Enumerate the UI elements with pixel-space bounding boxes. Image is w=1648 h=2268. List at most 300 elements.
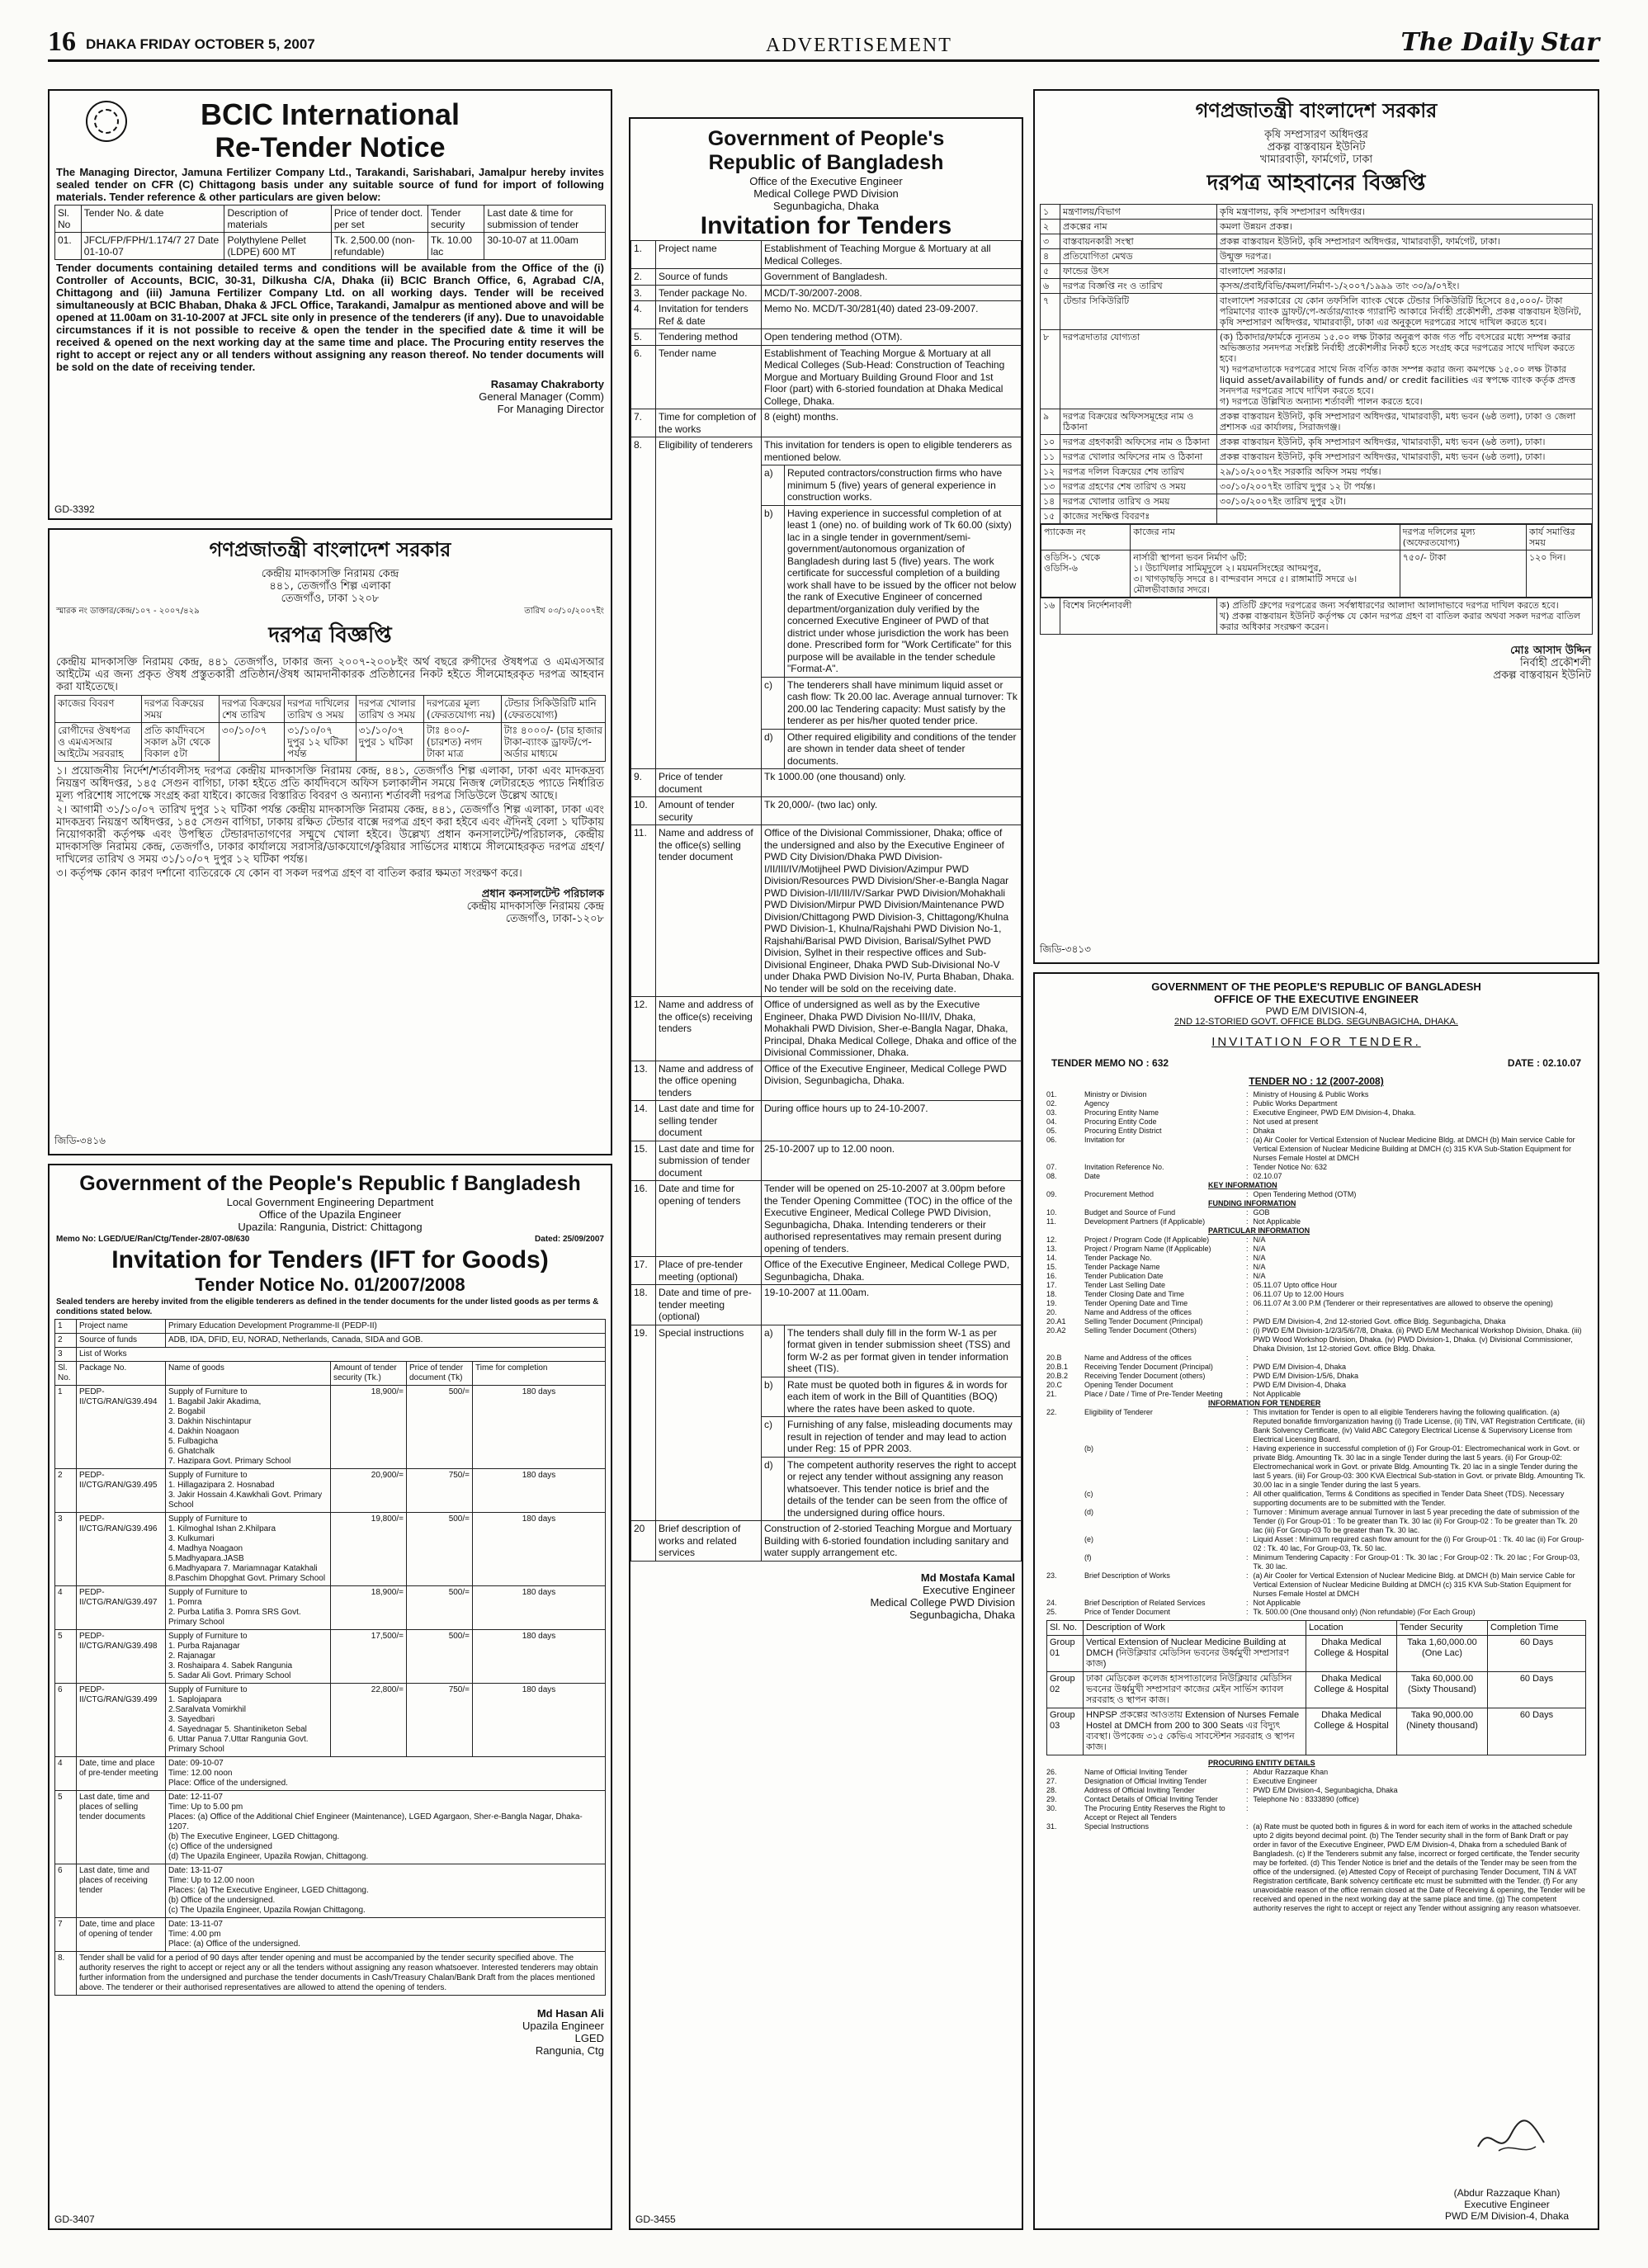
em-line <box>1046 1444 1586 1490</box>
pwd-row <box>631 1061 1022 1101</box>
em-line-value: 05.11.07 Upto office Hour <box>1253 1281 1338 1289</box>
em-line-label: Budget and Source of Fund <box>1084 1208 1176 1217</box>
bn-right-row <box>1041 220 1593 234</box>
em-line <box>1046 1090 1586 1099</box>
em-line-value: Public Works Department <box>1253 1099 1338 1108</box>
pwd-row <box>631 1141 1022 1181</box>
bn-left-col: কাজের বিবরণ <box>55 696 142 723</box>
lged-item-price: 750/= <box>407 1684 473 1757</box>
em-line-sep: : <box>1246 1099 1249 1108</box>
bn-right-row-label: দরপত্রদাতার যোগ্যতা <box>1060 330 1217 409</box>
pwd-cell: Furnishing of any false, misleading documents may result in rejection of tender and may lead to action under Reg: 15 of PPR 2003. <box>785 1417 1022 1458</box>
lged-cell: 3 <box>55 1348 77 1362</box>
em-title4: 2ND 12-STORIED GOVT. OFFICE BLDG. SEGUNBAGICHA, DHAKA. <box>1174 1017 1458 1027</box>
bn-right-table <box>1040 204 1593 635</box>
em-line-value: All other qualification, Terms & Conditions as specified in Tender Data Sheet (TDS). Necessary supporting documents are to be submitted with the Tender. <box>1253 1490 1565 1507</box>
em-line-sep: : <box>1246 1490 1249 1498</box>
bn-right-row-no: ৯ <box>1041 409 1060 435</box>
pwd-row-value: During office hours up to 24-10-2007. <box>762 1101 1022 1141</box>
em-group-cell: Dhaka Medical College & Hospital <box>1306 1708 1397 1755</box>
em-line-sep: : <box>1246 1308 1249 1316</box>
bn-right-row-label: দরপত্র খোলার তারিখ ও সময় <box>1060 494 1217 509</box>
bn-right-row-no: ১০ <box>1041 435 1060 450</box>
lged-item-goods: Supply of Furniture to 1. Saplojapara 2.Saralvata Vomirkhil 3. Sayedbari 4. Sayednagar 5. Shantiniketon Sebal 6. Uttar Panua 7.Uttar Rangunia Govt. Primary School <box>166 1684 331 1757</box>
bcic-signer-title2: For Managing Director <box>497 403 604 415</box>
em-line-value: PWD E/M Division-4, 2nd 12-storied Govt. office Bldg. Segunbagicha, Dhaka <box>1253 1317 1506 1325</box>
em-line-sep: : <box>1246 1163 1249 1171</box>
lged-item-package: PEDP-II/CTG/RAN/G39.497 <box>77 1586 166 1630</box>
em-line-value: Telephone No : 8333890 (office) <box>1253 1795 1359 1803</box>
pwd-row-label: Invitation for tenders Ref & date <box>656 301 762 329</box>
em-group-col: Sl. No. <box>1047 1621 1084 1636</box>
em-line-value <box>1254 1804 1586 1822</box>
pwd-row-no: 11. <box>631 825 656 997</box>
em-line-label: Project / Program Name (If Applicable) <box>1084 1245 1211 1253</box>
bn-left-heading: দরপত্র বিজ্ঞপ্তি <box>268 623 392 648</box>
lged-col: Time for completion <box>473 1362 606 1386</box>
pwd-cell: a) <box>762 1325 785 1377</box>
em-line-sep: : <box>1246 1354 1249 1362</box>
em-line-label: (b) <box>1084 1444 1093 1453</box>
em-line <box>1046 1117 1586 1127</box>
pwd-row-no: 4. <box>631 301 656 329</box>
em-line-value: N/A <box>1253 1245 1266 1253</box>
pwd-row-value: Office of the Divisional Commissioner, Dhaka; office of the undersigned and also by the Executive Engineer of PWD City Division/Dhaka PWD Division-I/II/III/IV/Motijheel PWD Division/Azimpur PWD Division/Resources PWD Division/Sher-e-Bangla Nagar PWD Division-I/II/III/IV/Sarkar PWD Division/Mohakhali PWD Division/Mirpur PWD Division/Maintenance PWD Division/Chittagong PWD Division-3, Chittagong/Khulna PWD Division-1, Khulna/Rajshahi PWD Division No-1, Rajshahi/Barisal PWD Division, Barisal/Sylhet PWD Division, Sylhet in their respective offices and Sub-Divisional Engineer, Dhaka PWD Sub-Divisional No-V under Dhaka PWD Division No-IV, Purta Bhaban, Dhaka. No tender will be sold on the receiving date. <box>762 825 1022 997</box>
bcic-col: Tender No. & date <box>81 206 224 233</box>
lged-signer4: Rangunia, Ctg <box>535 2044 604 2057</box>
pwd-cell: The competent authority reserves the right to accept or reject any tender without assigning any reason whatsoever. This tender notice is brief and the details of the tender can be seen from the office of the undersigned during office hours. <box>785 1457 1022 1521</box>
em-line <box>1046 1199 1586 1208</box>
em-line-no: 09. <box>1046 1190 1057 1198</box>
em-line <box>1046 1408 1586 1444</box>
em-line-sep: : <box>1246 1254 1249 1262</box>
lged-item-time: 180 days <box>473 1684 606 1757</box>
pwd-row-no: 3. <box>631 285 656 301</box>
bn-right-cell: ১৬ <box>1041 598 1060 635</box>
bn-right-row-no: ৭ <box>1041 294 1060 330</box>
bn-right-row-label: দরপত্র খোলার অফিসের নাম ও ঠিকানা <box>1060 450 1217 465</box>
pwd-em-notice <box>1033 972 1599 2230</box>
em-line-label: Price of Tender Document <box>1084 1608 1170 1616</box>
pwd-row-no: 17. <box>631 1257 656 1285</box>
em-line-value: N/A <box>1253 1254 1266 1262</box>
bn-right-pkg-cell: ১২০ দিন। <box>1526 550 1591 598</box>
pwd-row-value: MCD/T-30/2007-2008. <box>762 285 1022 301</box>
em-line-label: FUNDING INFORMATION <box>1208 1199 1296 1207</box>
lged-title: Government of the People's Republic f Bangladesh <box>79 1172 581 1195</box>
bn-left-signer2: কেন্দ্রীয় মাদকাসক্তি নিরাময় কেন্দ্র <box>466 900 604 913</box>
bcic-intro: The Managing Director, Jamuna Fertilizer Company Ltd., Tarakandi, Sarishabari, Jamalpur hereby invites sealed tender on CFR (C) Chittagong basis under any suitable source of fund for import of following materials. Tender reference & other particulars are given below: <box>56 166 604 203</box>
em-line-value: Open Tendering Method (OTM) <box>1253 1190 1357 1198</box>
bcic-title: BCIC International <box>200 97 460 131</box>
pwd-row-value: 25-10-2007 up to 12.00 noon. <box>762 1141 1022 1181</box>
em-group-cell: Group 03 <box>1047 1708 1084 1755</box>
pwd-cell: Rate must be quoted both in figures & in words for each item of work in the Bill of Quantities (BOQ) where the rates have been asked to quote. <box>785 1377 1022 1417</box>
em-line <box>1046 1127 1586 1136</box>
em-line-value: Having experience in successful completion of (i) For Group-01: Electromechanical work in Govt. or private Bldg. Amounting Tk. 30 lac in a single Tender during the last 5 years. (ii) For Group-02: Electromechanical work in Govt. or private Bldg. Amounting Tk. 20 lac in a single Tender during the last 5 years. (iii) For Group-03: 300 KVA Electrical Sub-station in Govt. or private Bldg. Amounting Tk. 30.00 lac in a single Tender during the last 5 years. <box>1253 1444 1585 1489</box>
em-line-no: 13. <box>1046 1245 1057 1253</box>
lged-item-security: 20,900/= <box>331 1469 407 1513</box>
em-line-value: PWD E/M Division-4, Segunbagicha, Dhaka <box>1253 1786 1398 1794</box>
bn-right-signer: মোঃ আসাদ উদ্দিন <box>1510 645 1591 657</box>
pwd-signer3: Medical College PWD Division <box>870 1595 1015 1609</box>
em-signer: (Abdur Razzaque Khan) <box>1453 2187 1561 2199</box>
pwd-row-label: Price of tender document <box>656 769 762 797</box>
lged-heading: Invitation for Tenders (IFT for Goods) <box>111 1246 549 1273</box>
bn-right-title: গণপ্রজাতন্ত্রী বাংলাদেশ সরকার <box>1195 99 1438 122</box>
em-line <box>1046 1236 1586 1245</box>
em-line-label: (c) <box>1084 1490 1093 1498</box>
em-line-sep: : <box>1246 1263 1249 1271</box>
bcic-body: Tender documents containing detailed terms and conditions will be available from the Office of the (i) Controller of Accounts, BCIC, 30-31, Dilkusha C/A, Dhaka (ii) BCIC Branch Office, 6, Agrabad C/A, Chittagong and (iii) Jamuna Fertilizer Company Ltd. on all working days. Tender will be received simultaneously at BCIC Bhaban, Dhaka & JFCL Office, Tarakandi, Jamalpur as mentioned above and will be opened at 11.00am on 31-10-2007 at JFCL site only in presence of the tenderers (if any). Due to unavoidable circumstances if it is not possible to receive & open the tender in the specified date & time it will be received & opened on the next working day at the same time and place. The Procuring entity reserves the right to accept or reject any or all tenders without assigning any reason thereof. No tender documents will be sold on the date of receiving tender. <box>56 262 604 373</box>
bn-right-signer3: প্রকল্প বাস্তবায়ন ইউনিট <box>1493 669 1591 682</box>
em-group-cell: Dhaka Medical College & Hospital <box>1306 1636 1397 1672</box>
pwd-row-value: Tk 1000.00 (one thousand) only. <box>762 769 1022 797</box>
em-line-label: Brief Description of Related Services <box>1084 1599 1206 1607</box>
bn-right-row-label: টেন্ডার সিকিউরিটি <box>1060 294 1217 330</box>
pwd-row-label: Time for completion of the works <box>656 409 762 437</box>
em-line-value: PWD E/M Division-4, Dhaka <box>1253 1381 1347 1389</box>
em-line-no <box>1046 1226 1079 1236</box>
em-line <box>1046 1571 1586 1599</box>
em-line-value: Dhaka <box>1253 1127 1275 1135</box>
lged-col: Sl. No. <box>55 1362 77 1386</box>
lged-item-row <box>55 1386 606 1469</box>
bn-right-row-value: প্রকল্প বাস্তবায়ন ইউনিট, কৃষি সম্প্রসারণ অধিদপ্তর, খামারবাড়ী, ফার্মগেট, ঢাকা। <box>1217 234 1593 249</box>
em-line-no <box>1046 1553 1079 1571</box>
lged-cell: 5 <box>55 1791 77 1864</box>
em-line-value: (a) Rate must be quoted both in figures & in word for each item of works in the attached schedule upto 2 digits beyond decimal point. (b) The Tender security shall in the form of Bank Draft or pay order in favor of the Executive Engineer, PWD E/M Division-4, Dhaka from a scheduled Bank of Bangladesh. (c) If the Tenderers submit any false, incorrect or forged certificate, the Tender security may be forfeited. (d) This Tender Notice is brief and the details of the Tender may be seen from the office of the undersigned. (e) Attested Copy of Receipt of purchasing Tender Document, TIN & VAT Registration certificate, Bank solvency certificate etc must be submitted with the Tender. (f) For any unavoidable reason of the office remain closed at the Date of Receiving & opening, the Tender will be received and opened in the next working day at the same place and time. (g) The competent authority reserves the right to accept or reject any Tender without assigning any reason whatsoever. <box>1253 1822 1585 1912</box>
em-line-sep: : <box>1246 1608 1249 1616</box>
em-line <box>1046 1535 1586 1553</box>
bn-left-signer3: তেজগাঁও, ঢাকা-১২০৮ <box>505 913 604 925</box>
bn-right-row-no: ৮ <box>1041 330 1060 409</box>
em-line <box>1046 1190 1586 1199</box>
pwd-sub1: Office of the Executive Engineer <box>749 175 903 187</box>
lged-signer3: LGED <box>574 2032 604 2044</box>
em-group-cell: Taka 60,000.00 (Sixty Thousand) <box>1397 1672 1488 1708</box>
em-line <box>1046 1281 1586 1290</box>
bn-right-row-no: ১৫ <box>1041 509 1060 524</box>
em-line <box>1046 1777 1586 1786</box>
em-line-no: 15. <box>1046 1263 1057 1271</box>
bn-right-row <box>1041 294 1593 330</box>
em-line-value: Turnover : Minimum average annual Turnover in last 5 year preceding the date of submission of the Tender (i) For Group-01 : To be greater than Tk. 30 lac (ii) For Group-02 : To be greater than Tk. 20 lac (iii) For Group-03 To be greater than Tk. 30 lac. <box>1253 1508 1580 1534</box>
em-line <box>1046 1172 1586 1181</box>
lged-cell: 6 <box>55 1864 77 1918</box>
em-line-no: 01. <box>1046 1090 1057 1099</box>
pwd-cell: c) <box>762 1417 785 1458</box>
em-line <box>1046 1263 1586 1272</box>
em-line-label: Designation of Official Inviting Tender <box>1084 1777 1207 1785</box>
bn-left-ref: স্মারক নং ডাক্তার/কেন্দ্র/১০৭ - ২০০৭/৪২৯ <box>56 607 200 616</box>
em-line-no <box>1046 1444 1079 1490</box>
bn-right-row-value: বাংলাদেশ সরকারের যে কোন তফসিলি ব্যাংক থেকে টেন্ডার সিকিউরিটি হিসেবে ৪৫,০০০/- টাকা পরিমাণের ব্যাংক ড্রাফট/পে-অর্ডার/ব্যাংক গ্যারান্টি আকারে নির্বাহী প্রকৌশলী, প্রকল্প বাস্তবায়ন ইউনিট, কৃষি সম্প্রসারণ অধিদপ্তর, খামারবাড়ী, ঢাকা এর অনুকূলে দরপত্রের সাথে দাখিল করতে হবে। <box>1217 294 1593 330</box>
lged-item-time: 180 days <box>473 1586 606 1630</box>
bn-left-cell: ৩০/১০/০৭ <box>219 723 284 762</box>
bn-right-row-value: ৩০/১০/২০০৭ইং তারিখ দুপুর ২টা। <box>1217 494 1593 509</box>
em-line <box>1046 1822 1586 1913</box>
em-line-label: Eligibility of Tenderer <box>1084 1408 1153 1416</box>
bn-left-sub3: তেজগাঁও, ঢাকা ১২০৮ <box>281 593 380 605</box>
lged-item-package: PEDP-II/CTG/RAN/G39.494 <box>77 1386 166 1469</box>
lged-sub1: Local Government Engineering Department <box>226 1196 434 1208</box>
bcic-col: Price of tender doct. per set <box>331 206 427 233</box>
em-line-sep: : <box>1246 1777 1249 1785</box>
pwd-title2: Republic of Bangladesh <box>708 151 944 174</box>
em-line-value: Tk. 500.00 (One thousand only) (Non refundable) (For Each Group) <box>1253 1608 1476 1616</box>
em-line-label: Selling Tender Document (Principal) <box>1084 1317 1203 1325</box>
pwd-row-no: 5. <box>631 329 656 346</box>
pwd-row-label: Tendering method <box>656 329 762 346</box>
bn-right-row-label: দরপত্র বিক্রয়ের অফিসসমূহের নাম ও ঠিকানা <box>1060 409 1217 435</box>
bn-left-code: জিডি-৩৪১৬ <box>54 1135 106 1146</box>
masthead-logo: The Daily Star <box>1400 28 1599 57</box>
pwd-row <box>631 1285 1022 1325</box>
pwd-row <box>631 1101 1022 1141</box>
em-group-cell: 60 Days <box>1488 1708 1586 1755</box>
em-line-sep: : <box>1246 1208 1249 1217</box>
em-signer3: PWD E/M Division-4, Dhaka <box>1444 2210 1570 2222</box>
em-line-label: Development Partners (if Applicable) <box>1084 1217 1206 1226</box>
em-line-sep: : <box>1246 1571 1249 1580</box>
pwd-row-value: Memo No. MCD/T-30/281(40) dated 23-09-2007. <box>762 301 1022 329</box>
bn-right-pkg-col: প্যাকেজ নং <box>1041 525 1131 550</box>
pwd-code: GD-3455 <box>635 2214 676 2225</box>
bn-left-cell: ৩১/১০/০৭ দুপুর ১২ ঘটিকা পর্যন্ত <box>285 723 357 762</box>
em-line-no: 04. <box>1046 1117 1057 1126</box>
lged-item-price: 500/= <box>407 1630 473 1684</box>
em-title3: PWD E/M DIVISION-4, <box>1265 1005 1367 1017</box>
bn-right-pkg-cell: নার্সারী স্থাপনা ভবন নির্মাণ ৬টি: ১। উচাখিলার সামিমূদুলে ২। ময়মনসিংহের আদমপুর, ৩। খাগড়াছড়ি সদরে ৪। বান্দরবান সদরে ৫। রাঙ্গামাটি সদরে ৬। মৌলভীবাজার সদরে। <box>1131 550 1400 598</box>
bn-right-row-value: ৩০/১০/২০০৭ইং তারিখ দুপুর ১২ টা পর্যন্ত। <box>1217 480 1593 494</box>
bn-right-row-no: ২ <box>1041 220 1060 234</box>
pwd-heading: Invitation for Tenders <box>700 212 952 239</box>
em-line <box>1046 1759 1586 1768</box>
bcic-cell: Polythylene Pellet (LDPE) 600 MT <box>224 233 331 260</box>
lged-item-goods: Supply of Furniture to 1. Pomra 2. Purba Latifia 3. Pomra SRS Govt. Primary School <box>166 1586 331 1630</box>
em-line <box>1046 1108 1586 1117</box>
pwd-row-label: Amount of tender security <box>656 797 762 825</box>
pwd-row-label: Tender name <box>656 345 762 409</box>
em-line-sep: : <box>1246 1117 1249 1126</box>
bcic-col: Sl. No <box>55 206 82 233</box>
pwd-row-no: 12. <box>631 997 656 1061</box>
bcic-subtitle: Re-Tender Notice <box>215 132 446 163</box>
lged-item-time: 180 days <box>473 1386 606 1469</box>
lged-item-row <box>55 1469 606 1513</box>
pwd-row-value: Tk 20,000/- (two lac) only. <box>762 797 1022 825</box>
em-title1: GOVERNMENT OF THE PEOPLE'S REPUBLIC OF BANGLADESH <box>1151 980 1481 993</box>
pwd-signer: Md Mostafa Kamal <box>920 1571 1015 1584</box>
em-line-sep: : <box>1246 1236 1249 1244</box>
bn-left-ref-date: তারিখ ০৩/১০/২০০৭ইং <box>524 607 604 616</box>
em-line-sep: : <box>1246 1326 1249 1335</box>
em-line-label: Name and Address of the offices <box>1084 1308 1192 1316</box>
bn-right-signer2: নির্বাহী প্রকৌশলী <box>1519 657 1591 669</box>
pwd-row <box>631 1181 1022 1257</box>
pwd-cell: a) <box>762 465 785 506</box>
bn-right-row <box>1041 409 1593 435</box>
em-line-label: (f) <box>1084 1553 1092 1562</box>
em-line-value: Not used at present <box>1253 1117 1319 1126</box>
pwd-row-label: Name and address of the office(s) selling tender document <box>656 825 762 997</box>
lged-notice <box>48 1164 612 2230</box>
pwd-cell: 8. <box>631 437 656 769</box>
em-line-no: 23. <box>1046 1571 1057 1580</box>
pwd-row-label: Place of pre-tender meeting (optional) <box>656 1257 762 1285</box>
lged-item-security: 18,900/= <box>331 1586 407 1630</box>
em-tender-no: TENDER NO : 12 (2007-2008) <box>1249 1075 1384 1087</box>
pwd-row-no: 14. <box>631 1101 656 1141</box>
em-memo-label: TENDER MEMO NO : <box>1051 1057 1150 1069</box>
em-line-no: 20.B.1 <box>1046 1363 1069 1371</box>
em-line-no: 28. <box>1046 1786 1057 1794</box>
em-group-cell: Group 02 <box>1047 1672 1084 1708</box>
em-line-no: 24. <box>1046 1599 1057 1607</box>
bn-right-pkg-col: কার্য সমাপ্তির সময় <box>1526 525 1591 550</box>
em-line-no: 08. <box>1046 1172 1057 1180</box>
em-line-no: 16. <box>1046 1272 1057 1280</box>
em-line-sep: : <box>1246 1281 1249 1289</box>
bn-right-sub2: প্রকল্প বাস্তবায়ন ইউনিট <box>1267 141 1366 154</box>
bn-right-row-label: প্রকল্পের নাম <box>1060 220 1217 234</box>
bcic-cell: Tk. 10.00 lac <box>427 233 484 260</box>
bn-left-table <box>54 695 606 762</box>
pwd-cell: d) <box>762 1457 785 1521</box>
lged-cell: List of Works <box>77 1348 606 1362</box>
lged-cell: Tender shall be valid for a period of 90 days after tender opening and must be accompanied by the tender security specified above. The authority reserves the right to accept or reject any or all the tenders without assigning any reason whatsoever. Interested tenderers may obtain further information from the undersigned and purchase the tender documents in Cash/Treasury Chalan/Bank Draft from the places mentioned above. The tenderer or their authorised representatives are allowed to attend the opening of tenders. <box>77 1952 606 1996</box>
em-line-value: 06.11.07 Up to 12.00 Hours <box>1253 1290 1344 1298</box>
lged-cell: 8. <box>55 1952 77 1996</box>
lged-item-sl: 2 <box>55 1469 77 1513</box>
lged-item-time: 180 days <box>473 1469 606 1513</box>
em-line-no: 30. <box>1046 1804 1057 1812</box>
bn-right-row-value: উন্মুক্ত দরপত্র। <box>1217 249 1593 264</box>
em-line-sep: : <box>1246 1381 1249 1389</box>
pwd-row-label: Name and address of the office(s) receiving tenders <box>656 997 762 1061</box>
em-group-cell: 60 Days <box>1488 1672 1586 1708</box>
pwd-row <box>631 825 1022 997</box>
pwd-row <box>631 797 1022 825</box>
em-line-no: 20. <box>1046 1308 1057 1316</box>
em-line-no: 19. <box>1046 1299 1057 1307</box>
pwd-sub3: Segunbagicha, Dhaka <box>773 200 879 212</box>
bn-right-row <box>1041 279 1593 294</box>
lged-cell: ADB, IDA, DFID, EU, NORAD, Netherlands, Canada, SIDA and GOB. <box>166 1334 606 1348</box>
em-line-no: 10. <box>1046 1208 1057 1217</box>
em-line <box>1046 1795 1586 1804</box>
bn-right-row <box>1041 509 1593 524</box>
bn-right-row-no: ৪ <box>1041 249 1060 264</box>
pwd-row-no: 2. <box>631 269 656 286</box>
pwd-row-label: Last date and time for selling tender document <box>656 1101 762 1141</box>
em-lines <box>1035 1090 1598 1617</box>
lged-cell: Source of funds <box>77 1334 166 1348</box>
bn-right-row-value: প্রকল্প বাস্তবায়ন ইউনিট, কৃষি সম্প্রসারণ অধিদপ্তর, খামারবাড়ী, মধ্য ভবন (৬ষ্ঠ তলা), ঢাকা ও জেলা প্রশাসক এর কার্যালয়, সিরাজগঞ্জ। <box>1217 409 1593 435</box>
em-date-label: DATE : <box>1507 1057 1540 1069</box>
lged-signer: Md Hasan Ali <box>536 2007 604 2020</box>
bn-right-row <box>1041 234 1593 249</box>
bn-left-col: দরপত্র বিক্রয়ের সময় <box>141 696 219 723</box>
em-line-sep: : <box>1246 1090 1249 1099</box>
pwd-title1: Government of People's <box>707 127 945 150</box>
pwd-cell: Construction of 2-storied Teaching Morgue and Mortuary Building with 6-storied foundation including sanitary and water supply arrangement etc. <box>762 1521 1022 1562</box>
em-line-value: 02.10.07 <box>1253 1172 1282 1180</box>
bn-right-row <box>1041 435 1593 450</box>
lged-cell: Primary Education Development Programme-II (PEDP-II) <box>166 1320 606 1334</box>
em-line-label: Receiving Tender Document (Principal) <box>1084 1363 1213 1371</box>
em-line <box>1046 1181 1586 1190</box>
em-line-no: 18. <box>1046 1290 1057 1298</box>
bn-right-row <box>1041 264 1593 279</box>
pwd-row-label: Tender package No. <box>656 285 762 301</box>
lged-table <box>54 1319 606 1996</box>
em-line <box>1046 1508 1586 1535</box>
bn-left-note2: ২। আগামী ৩১/১০/০৭ তারিখ দুপুর ১২ ঘটিকা পর্যন্ত কেন্দ্রীয় মাদকাসক্তি নিরাময় কেন্দ্র, ৪৪১, তেজগাঁও শিল্প এলাকা, ঢাকা এবং মাদকদ্রব্য নিয়ন্ত্রণ অধিদপ্তর, ১৪৫ সেগুন বাগিচা, ঢাকায় রক্ষিত টেন্ডার বাক্সে দরপত্র গ্রহণ করা হইবে এবং ঐদিনই বেলা ১ ঘটিকায় নিয়োগকারী কর্তৃপক্ষ এবং উপস্থিত টেন্ডারদাতাগণের সম্মুখে খোলা হইবে। উল্লেখ্য প্রধান কনসালটেন্ট/পরিচালক, কেন্দ্রীয় মাদকাসক্তি নিরাময় কেন্দ্র, তেজগাঁও, ঢাকার কার্যালয়ে সরাসরি/ডাকযোগে/কুরিয়ার সার্ভিসের মাধ্যমে সীলমোহরকৃত দরপত্র গ্রহণ/দাখিলের তারিখ ও সময় ৩১/১০/০৭ দুপুর ১২ ঘটিকা পর্যন্ত। <box>56 804 604 866</box>
lged-item-goods: Supply of Furniture to 1. Hillagazipara 2. Hosnabad 3. Jakir Hossain 4.Kawkhali Govt. Primary School <box>166 1469 331 1513</box>
em-line-no: 06. <box>1046 1136 1057 1144</box>
bn-left-cell: ৩১/১০/০৭ দুপুর ১ ঘটিকা <box>356 723 423 762</box>
narcotics-notice <box>48 528 612 1155</box>
em-line-sep: : <box>1246 1299 1249 1307</box>
em-line-label: Name of Official Inviting Tender <box>1084 1768 1188 1776</box>
lged-cell: 1 <box>55 1320 77 1334</box>
em-line-no <box>1046 1199 1079 1208</box>
em-line-value: Executive Engineer, PWD E/M Division-4, Dhaka. <box>1253 1108 1416 1117</box>
em-line-value: Liquid Asset : Minimum required cash flow amount for the (i) For Group-01 : Tk. 40 lac (ii) For Group-02 : Tk. 40 lac, For Group-03, Tk. 50 lac. <box>1253 1535 1584 1552</box>
lged-item-row <box>55 1684 606 1757</box>
em-line-value: N/A <box>1253 1236 1266 1244</box>
lged-item-row <box>55 1586 606 1630</box>
em-line-label: Invitation for <box>1084 1136 1126 1144</box>
em-line-sep: : <box>1246 1317 1249 1325</box>
em-line <box>1046 1490 1586 1508</box>
pwd-row-value: 19-10-2007 at 11.00am. <box>762 1285 1022 1325</box>
em-line-value: (a) Air Cooler for Vertical Extension of Nuclear Medicine Bldg. at DMCH (b) Main service Cable for Vertical Extension of Nuclear Medicine Building at DMCH (c) 315 KVA Sub-Station Equipment for Nurses Female Hostel at DMCH <box>1253 1571 1575 1598</box>
lged-item-sl: 1 <box>55 1386 77 1469</box>
em-line-label: Agency <box>1084 1099 1110 1108</box>
em-line-sep: : <box>1246 1372 1249 1380</box>
bn-right-code: জিডি-৩৪১৩ <box>1040 943 1091 955</box>
lged-cell: Date: 12-11-07 Time: Up to 5.00 pm Places: (a) Office of the Additional Chief Engineer (Maintenance), LGED Agargaon, Sher-e-Bangla Nagar, Dhaka-1207. (b) The Executive Engineer, LGED Chittagong. (c) Office of the undersigned (d) The Upazila Engineer, Upazila Rowjan, Chittagong. <box>166 1791 606 1864</box>
pwd-row-no: 9. <box>631 769 656 797</box>
bn-left-col: দরপত্র দাখিলের তারিখ ও সময় <box>285 696 357 723</box>
bn-left-cell: টাঃ ৪০০/- (চারশত) নগদ টাকা মাত্র <box>424 723 502 762</box>
pwd-row-label: Name and address of the office opening tenders <box>656 1061 762 1101</box>
lged-col: Amount of tender security (Tk.) <box>331 1362 407 1386</box>
pwd-row-no: 6. <box>631 345 656 409</box>
lged-sub3: Upazila: Rangunia, District: Chittagong <box>238 1221 423 1233</box>
pwd-cell: d) <box>762 729 785 769</box>
em-line-label: Contact Details of Official Inviting Tender <box>1084 1795 1218 1803</box>
em-line-label: Invitation Reference No. <box>1084 1163 1164 1171</box>
bn-right-row-label: ফান্ডের উৎস <box>1060 264 1217 279</box>
em-line-label: INFORMATION FOR TENDERER <box>1208 1399 1321 1407</box>
pwd-row-value: Office of undersigned as well as by the Executive Engineer, Dhaka PWD Division No-III/IV, Dhaka, Mohakhali PWD Division, Sher-e-Bangla Nagar, Dhaka, Principal, Dhaka Medical College, Dhaka and office of the Divisional Commissioner, Dhaka. <box>762 997 1022 1061</box>
lged-item-security: 17,500/= <box>331 1630 407 1684</box>
em-line-value: PWD E/M Division-4, Dhaka <box>1253 1363 1347 1371</box>
em-line <box>1046 1553 1586 1571</box>
lged-item-sl: 6 <box>55 1684 77 1757</box>
bn-right-row-label: দরপত্র দলিল বিক্রয়ের শেষ তারিখ <box>1060 465 1217 480</box>
bn-right-row <box>1041 330 1593 409</box>
pwd-cell: c) <box>762 677 785 729</box>
em-line-no: 20.B.2 <box>1046 1372 1069 1380</box>
em-line-no: 12. <box>1046 1236 1057 1244</box>
em-line-label: KEY INFORMATION <box>1208 1181 1277 1189</box>
em-group-cell: ঢাকা মেডিকেল কলেজ হাসপাতালের নিউক্লিয়ার মেডিসিন ভবনের উর্ধ্বমুখী সম্প্রসারণ কাজের মেইন সার্ভিস ক্যাবল সরবরাহ ও স্থাপন কাজ। <box>1084 1672 1306 1708</box>
